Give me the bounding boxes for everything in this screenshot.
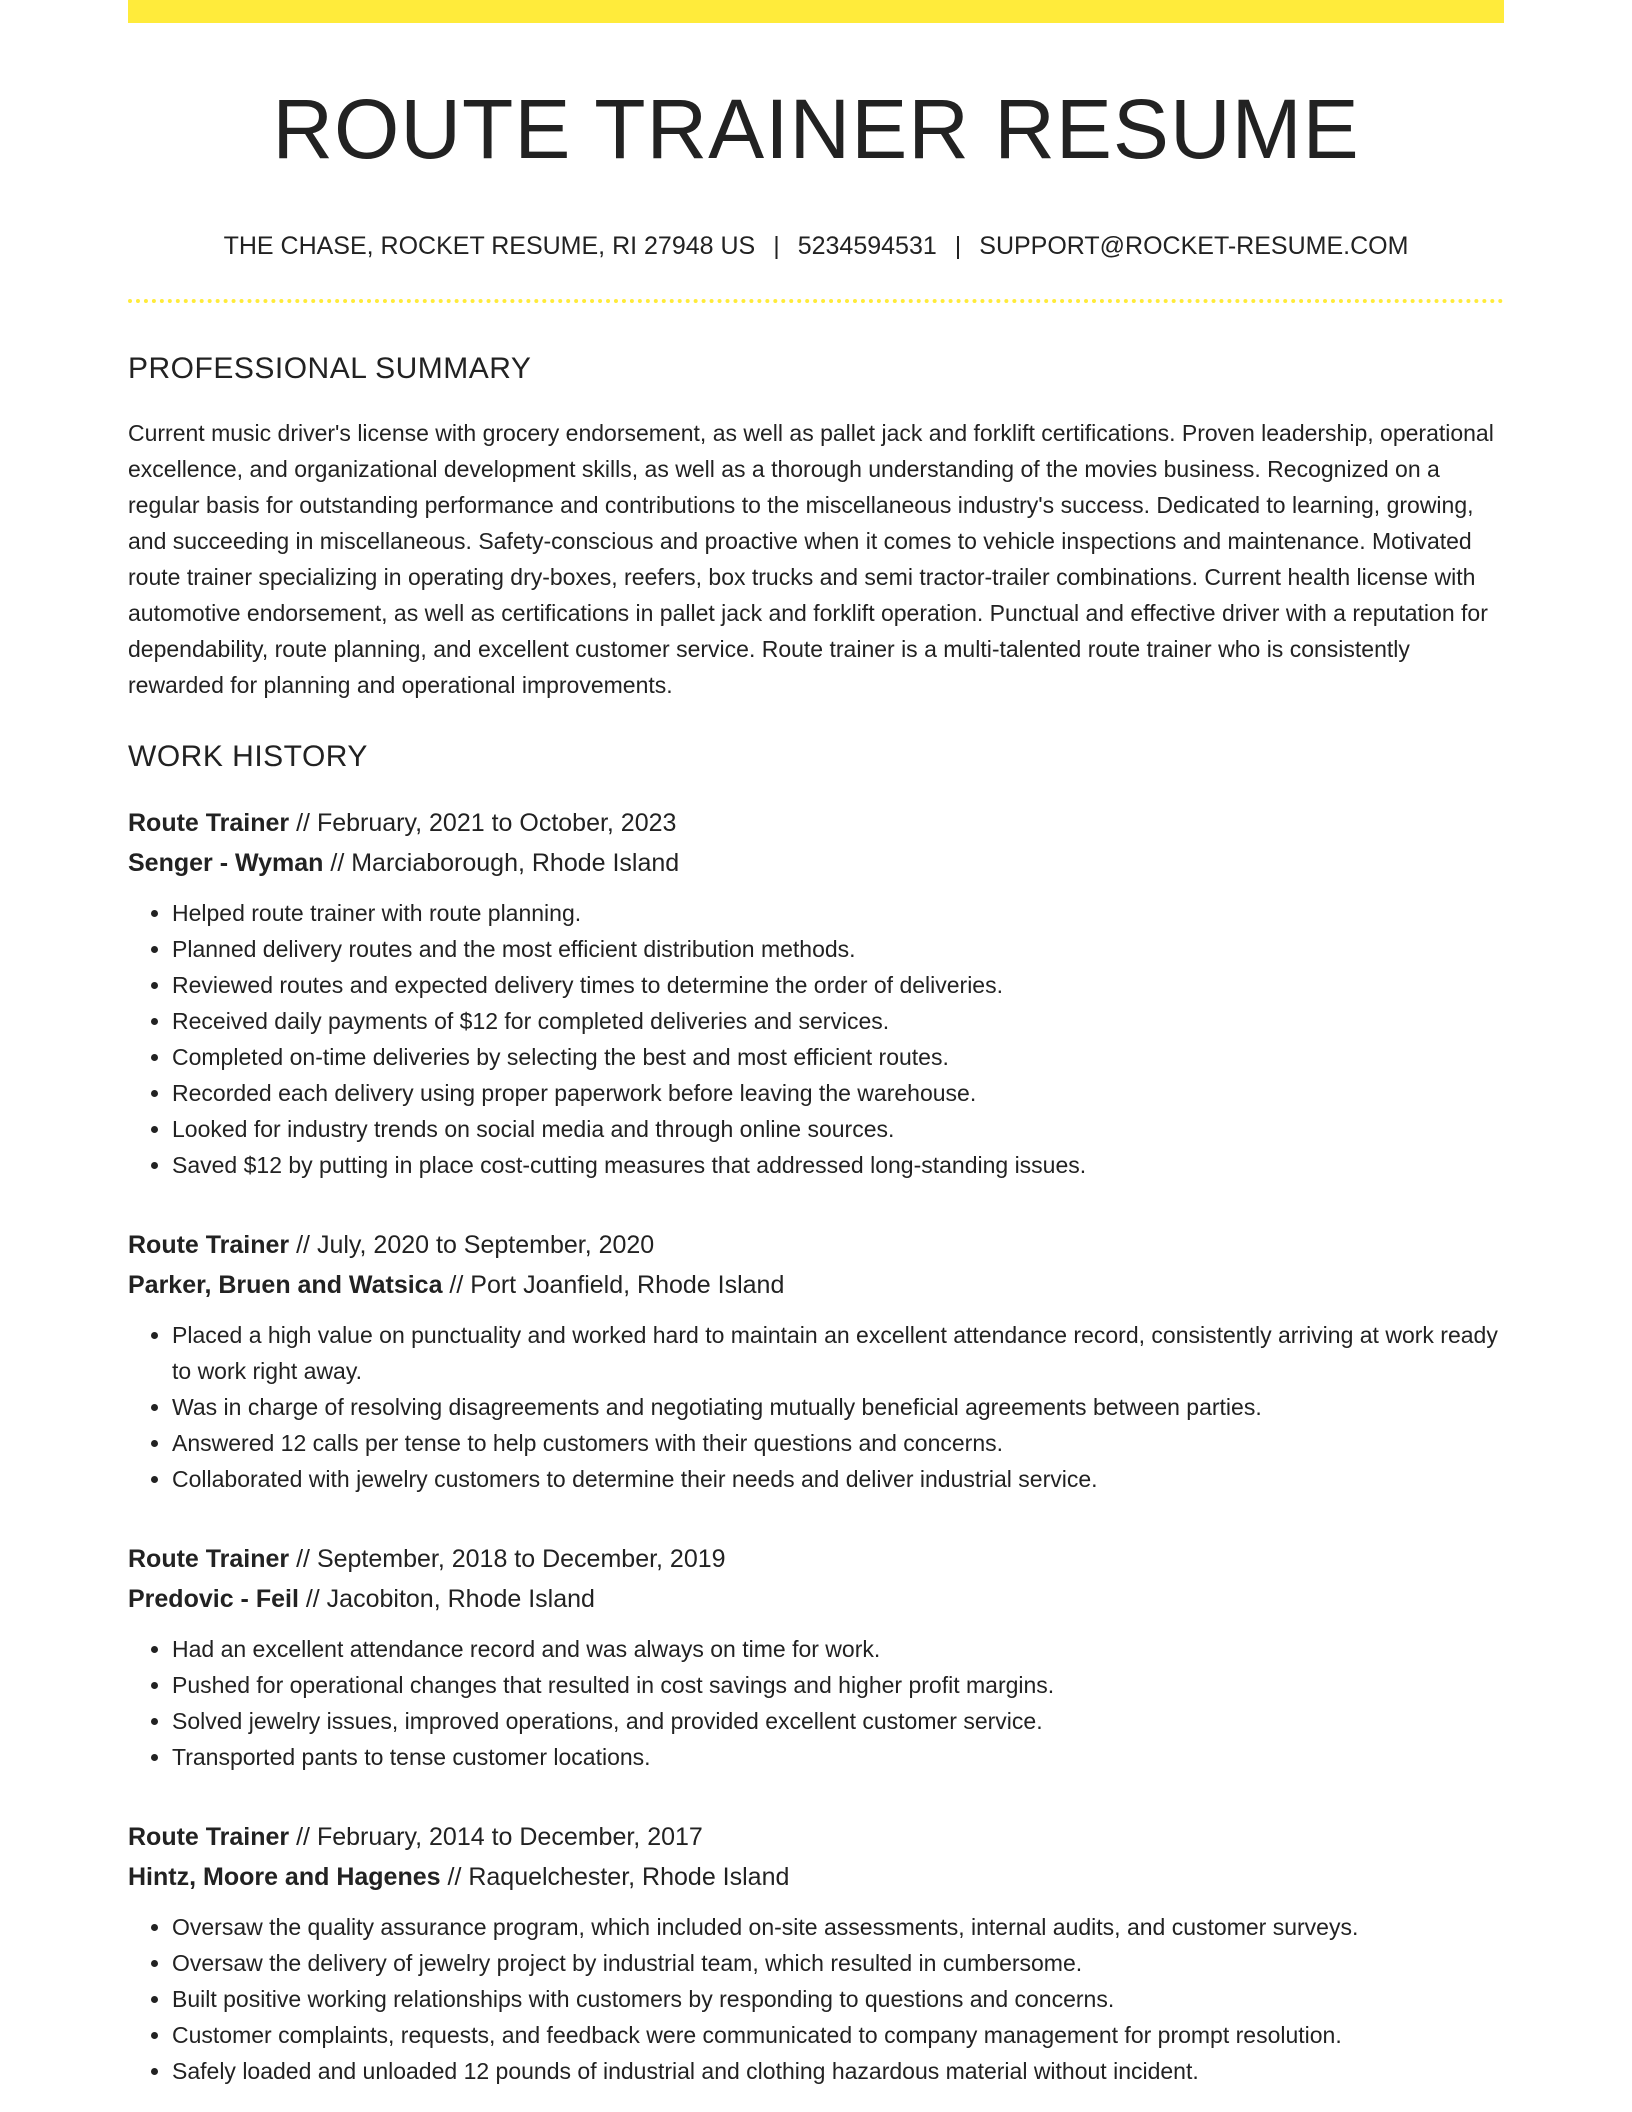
job-company: Parker, Bruen and Watsica	[128, 1271, 443, 1300]
list-item: • Placed a high value on punctuality and worked hard to maintain an excellent attendance record, consistently arriving at work ready to work right away.	[172, 1317, 1504, 1389]
contact-email: SUPPORT@ROCKET-RESUME.COM	[979, 232, 1409, 261]
contact-phone: 5234594531	[797, 232, 937, 261]
job-entry	[128, 1539, 1504, 1775]
list-item: • Collaborated with jewelry customers to determine their needs and deliver industrial service.	[172, 1461, 1504, 1497]
list-item: • Answered 12 calls per tense to help customers with their questions and concerns.	[172, 1425, 1504, 1461]
list-item: • Had an excellent attendance record and was always on time for work.	[172, 1631, 1504, 1667]
list-item: • Safely loaded and unloaded 12 pounds of industrial and clothing hazardous material without incident.	[172, 2053, 1504, 2089]
job-location: // Jacobiton, Rhode Island	[298, 1585, 595, 1614]
job-company-line	[128, 1265, 1504, 1305]
job-company-line	[128, 843, 1504, 883]
job-title-line	[128, 1225, 1504, 1265]
job-title: Route Trainer	[128, 809, 290, 838]
list-item: • Solved jewelry issues, improved operations, and provided excellent customer service.	[172, 1703, 1504, 1739]
contact-line	[128, 231, 1504, 261]
job-title-line	[128, 803, 1504, 843]
list-item: • Pushed for operational changes that resulted in cost savings and higher profit margins.	[172, 1667, 1504, 1703]
resume-page	[128, 0, 1504, 2089]
list-item: • Recorded each delivery using proper paperwork before leaving the warehouse.	[172, 1075, 1504, 1111]
list-item: • Oversaw the quality assurance program, which included on-site assessments, internal audits, and customer surveys.	[172, 1909, 1504, 1945]
job-title: Route Trainer	[128, 1231, 290, 1260]
job-entry	[128, 803, 1504, 1183]
list-item: • Planned delivery routes and the most efficient distribution methods.	[172, 931, 1504, 967]
job-bullets	[128, 1909, 1504, 2089]
list-item: • Received daily payments of $12 for completed deliveries and services.	[172, 1003, 1504, 1039]
resume-title: ROUTE TRAINER RESUME	[272, 82, 1360, 176]
job-title-line	[128, 1817, 1504, 1857]
job-location: // Port Joanfield, Rhode Island	[442, 1271, 785, 1300]
contact-separator: |	[954, 232, 962, 261]
list-item: • Completed on-time deliveries by selecting the best and most efficient routes.	[172, 1039, 1504, 1075]
job-company: Predovic - Feil	[128, 1585, 299, 1614]
job-title-line	[128, 1539, 1504, 1579]
job-title: Route Trainer	[128, 1545, 290, 1574]
job-entry	[128, 1225, 1504, 1497]
summary-text: Current music driver's license with grocery endorsement, as well as pallet jack and forklift certifications. Proven leadership, operational excellence, and organizational development skills, as well as a thorough understanding of the movies business. Recognized on a regular basis for outstanding performance and contributions to the miscellaneous industry's success. Dedicated to learning, growing, and succeeding in miscellaneous. Safety-conscious and proactive when it comes to vehicle inspections and maintenance. Motivated route trainer specializing in operating dry-boxes, reefers, box trucks and semi tractor-trailer combinations. Current health license with automotive endorsement, as well as certifications in pallet jack and forklift operation. Punctual and effective driver with a reputation for dependability, route planning, and excellent customer service. Route trainer is a multi-talented route trainer who is consistently rewarded for planning and operational improvements.	[128, 420, 1494, 699]
job-dates: // September, 2018 to December, 2019	[289, 1545, 726, 1574]
job-bullets	[128, 1631, 1504, 1775]
list-item: • Oversaw the delivery of jewelry project by industrial team, which resulted in cumbersome.	[172, 1945, 1504, 1981]
job-company-line	[128, 1579, 1504, 1619]
list-item: • Customer complaints, requests, and feedback were communicated to company management for prompt resolution.	[172, 2017, 1504, 2053]
top-accent-bar	[128, 0, 1504, 23]
contact-separator: |	[773, 232, 780, 261]
list-item: • Was in charge of resolving disagreements and negotiating mutually beneficial agreements between parties.	[172, 1389, 1504, 1425]
job-title: Route Trainer	[128, 1823, 290, 1852]
list-item: • Looked for industry trends on social media and through online sources.	[172, 1111, 1504, 1147]
work-history-heading: WORK HISTORY	[128, 740, 368, 774]
list-item: • Transported pants to tense customer locations.	[172, 1739, 1504, 1775]
summary-heading: PROFESSIONAL SUMMARY	[128, 352, 532, 386]
contact-address: THE CHASE, ROCKET RESUME, RI 27948 US	[223, 232, 756, 261]
list-item: • Helped route trainer with route planning.	[172, 895, 1504, 931]
job-entry	[128, 1817, 1504, 2089]
list-item: • Built positive working relationships with customers by responding to questions and concerns.	[172, 1981, 1504, 2017]
list-item: • Reviewed routes and expected delivery times to determine the order of deliveries.	[172, 967, 1504, 1003]
job-location: // Raquelchester, Rhode Island	[440, 1863, 790, 1892]
list-item: • Saved $12 by putting in place cost-cutting measures that addressed long-standing issues.	[172, 1147, 1504, 1183]
job-company: Hintz, Moore and Hagenes	[128, 1863, 441, 1892]
job-dates: // February, 2021 to October, 2023	[289, 809, 677, 838]
dotted-divider	[128, 299, 1504, 303]
job-location: // Marciaborough, Rhode Island	[323, 849, 680, 878]
job-bullets	[128, 895, 1504, 1183]
job-dates: // February, 2014 to December, 2017	[289, 1823, 703, 1852]
job-company-line	[128, 1857, 1504, 1897]
job-bullets	[128, 1317, 1504, 1497]
job-company: Senger - Wyman	[128, 849, 324, 878]
job-dates: // July, 2020 to September, 2020	[289, 1231, 655, 1260]
